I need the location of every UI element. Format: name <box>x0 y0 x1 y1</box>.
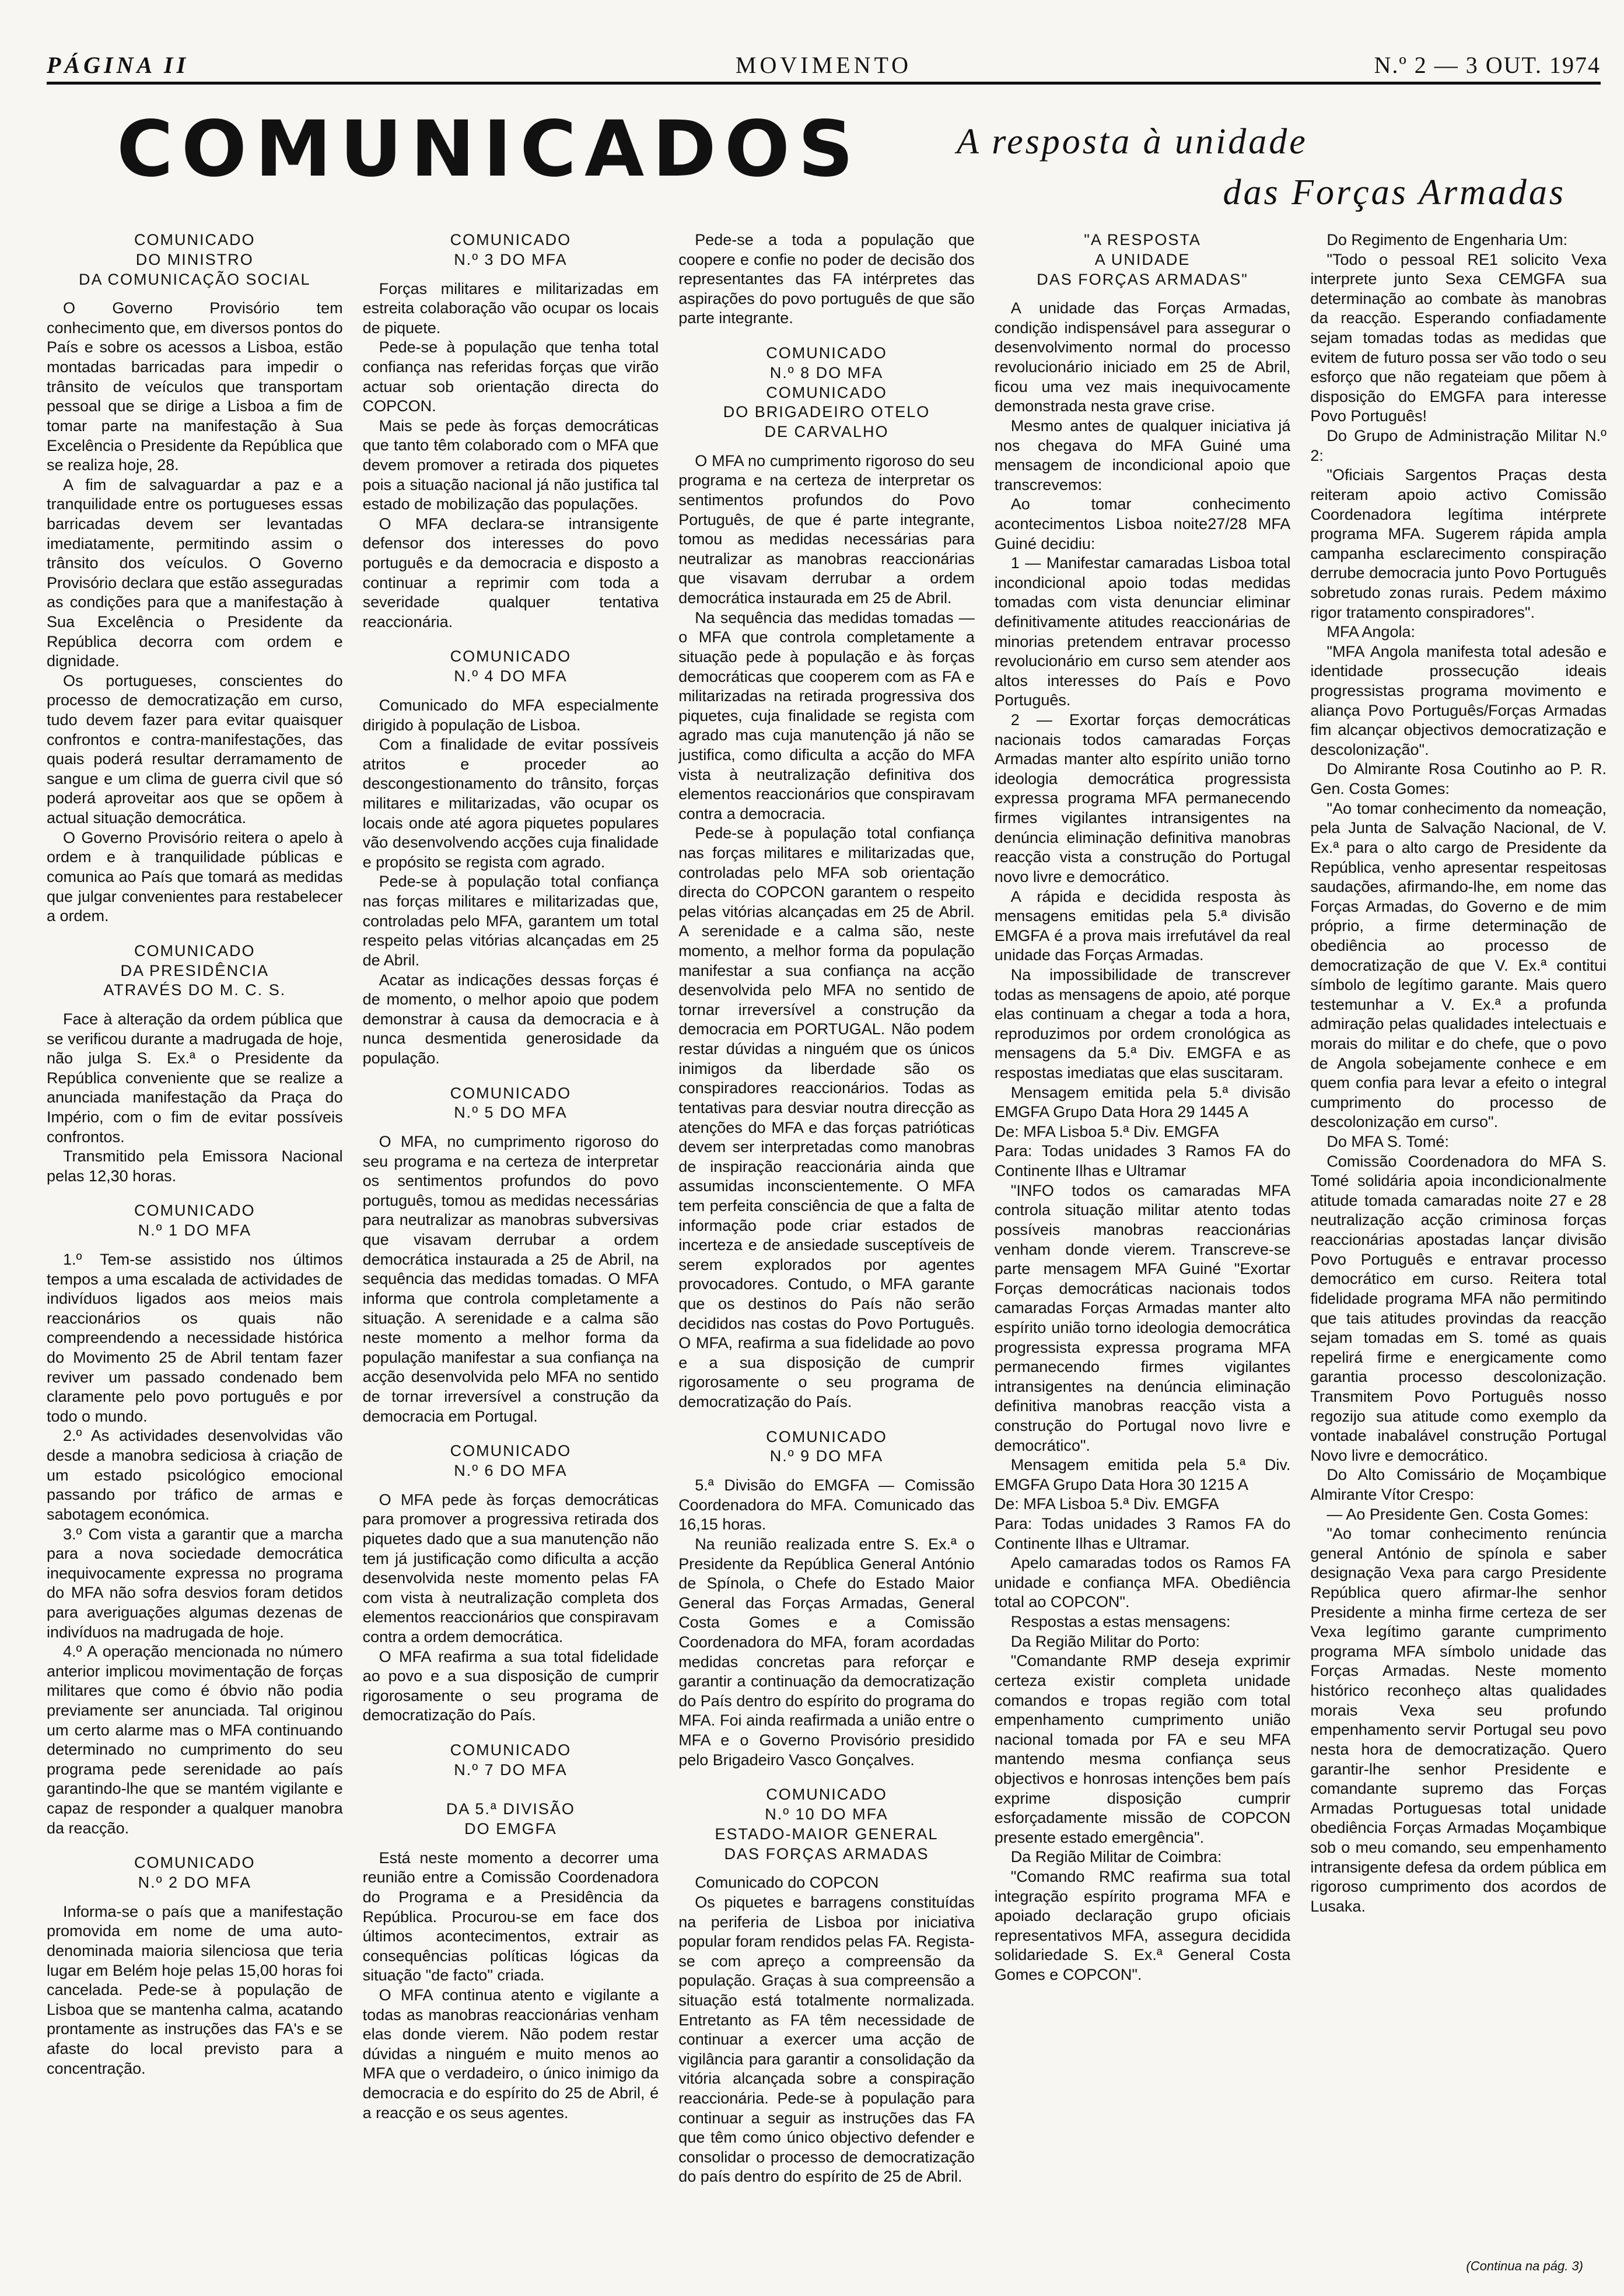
article-paragraph: "Ao tomar conhecimento renúncia general António de spínola e saber designação Vexa para cargo Presidente República quero afirmar-lhe senhor Presidente a minha firme certeza de ser Vexa legítimo garante cumprimento programa MFA símbolo unidade das Forças Armadas. Neste momento histórico reconheço altas qualidades morais Vexa seu profundo empenhamento servir Portugal seu povo nesta hora de democratização. Quero garantir-lhe senhor Presidente e comandante supremo das Forças Armadas Portuguesas total unidade obediência Forças Armadas Moçambique sob o meu comando, seu empenhamento intransigente defesa da ordem pública em rigoroso cumprimento dos acordos de Lusaka. <box>1310 1525 1606 1915</box>
article <box>1310 230 1606 1916</box>
article-paragraph: O MFA continua atento e vigilante a todas as manobras reaccionárias venham elas donde vierem. Não podem restar dúvidas a ninguém e muito menos ao MFA que o verdadeiro, o único inimigo da democracia e do espírito do 25 de Abril, é a reacção e os seus agentes. <box>362 1986 659 2122</box>
article-heading: COMUNICADO N.º 10 DO MFA ESTADO-MAIOR GENERAL DAS FORÇAS ARMADAS <box>715 1786 939 1863</box>
article-paragraph: "INFO todos os camaradas MFA controla situação militar atento todas possíveis manobras reaccionárias venham donde vierem. Transcreve-se parte mensagem MFA Guiné "Exortar Forças democráticas nacionais todos camaradas Forças Armadas manter alto espírito união torno ideologia democrática progressista expressa programa MFA permanecendo firmes vigilantes intransigentes na denúncia eliminação definitiva manobras reacção vista a construção do Portugal novo livre e democrático". <box>994 1181 1291 1454</box>
article <box>47 1853 343 2078</box>
article-paragraph: Da Região Militar do Porto: <box>1010 1632 1200 1650</box>
article-paragraph: O MFA pede às forças democráticas para promover a progressiva retirada dos piquetes dado que a sua manutenção não tem já justificação como dificulta a acção desenvolvida neste momento pelas FA com vista à neutralização completa dos elementos reaccionários que conspiravam contra a ordem democrática. <box>362 1490 659 1646</box>
article-heading: COMUNICADO N.º 1 DO MFA <box>134 1202 256 1240</box>
article <box>47 230 343 926</box>
article-paragraph: Ao tomar conhecimento acontecimentos Lisboa noite27/28 MFA Guiné decidiu: <box>994 495 1291 552</box>
article-paragraph: O Governo Provisório reitera o apelo à ordem e à tranquilidade públicas e comunica ao País que tomará as medidas que julgar convenientes para restabelecer a ordem. <box>47 828 343 925</box>
article <box>363 1741 659 2123</box>
article-paragraph: Pede-se à população que tenha total confiança nas referidas forças que virão actuar sob orientação directa do COPCON. <box>362 338 659 415</box>
header-rule <box>47 82 1601 85</box>
article-paragraph: Com a finalidade de evitar possíveis atritos e proceder ao descongestionamento do trânsito, forças militares e militarizadas, vão ocupar os locais onde até agora piquetes populares vão desenvolvendo acções cuja finalidade e propósito se regista com agrado. <box>362 736 659 871</box>
article-paragraph: 1.º Tem-se assistido nos últimos tempos a uma escalada de actividades de indivíduos ligados aos meios mais reaccionários os quais não compreendendo a necessidade histórica do Movimento 25 de Abril tentam fazer reviver um passado condenado bem claramente pelo povo português e por todo o mundo. <box>47 1250 343 1425</box>
article <box>363 230 659 632</box>
article-paragraph: Do Regimento de Engenharia Um: <box>1326 231 1568 249</box>
article <box>678 1785 975 2187</box>
article <box>47 942 343 1186</box>
article-heading: COMUNICADO N.º 9 DO MFA <box>766 1427 887 1465</box>
article <box>47 1201 343 1838</box>
article-paragraph: — Ao Presidente Gen. Costa Gomes: <box>1326 1505 1589 1523</box>
article-paragraph: Do Alto Comissário de Moçambique Almirante Vítor Crespo: <box>1310 1466 1606 1503</box>
article-paragraph: A unidade das Forças Armadas, condição indispensável para assegurar o desenvolvimento normal do processo revolucionário iniciado em 25 de Abril, ficou uma vez mais inequivocamente demonstrada nesta grave crise. <box>994 299 1291 415</box>
article-paragraph: "Todo o pessoal RE1 solicito Vexa interprete junto Sexa CEMGFA sua determinação ao combate às manobras da reacção. Esperando confiadamente sejam tomadas todas as medidas que evitem de futuro possa ser vão todo o seu esforço que não regateiam que põem à disposição do EMGFA para interesse Povo Português! <box>1310 250 1606 425</box>
article-paragraph: Os portugueses, conscientes do processo de democratização em curso, tudo devem fazer para evitar quaisquer confrontos e contra-manifestações, das quais poderá resultar derramamento de sangue e um clima de guerra civil que só poderá aproveitar aos que se opõem à actual situação democrática. <box>47 671 343 827</box>
article-paragraph: "MFA Angola manifesta total adesão e identidade prossecução ideais progressistas programa movimento e aliança Povo Português/Forças Armadas fim alcançar objectivos democratização e descolonização". <box>1310 642 1606 758</box>
article-paragraph: 2.º As actividades desenvolvidas vão desde a manobra sediciosa à criação de um estado psicológico emocional passando por tráfico de armas e sabotagem económica. <box>47 1427 343 1523</box>
article-paragraph: "Oficiais Sargentos Praças desta reiteram apoio activo Comissão Coordenadora legítima intérprete programa MFA. Sugerem rápida ampla campanha esclarecimento conspiração derrube democracia junto Povo Português sobretudo zonas rurais. Pedem máximo rigor tratamento conspiradores". <box>1310 466 1606 621</box>
article-heading: COMUNICADO DO MINISTRO DA COMUNICAÇÃO SOCIAL <box>79 231 311 288</box>
article-paragraph: Comissão Coordenadora do MFA S. Tomé solidária apoia incondicionalmente atitude tomada camaradas noite 27 e 28 neutralização acção criminosa forças reaccionárias apostadas lançar divisão Povo Português e entravar processo democrático em curso. Reitera total fidelidade programa MFA não permitindo que tais atitudes provindas da reacção sejam tomadas em S. tomé as quais repelirá firme e energicamente como garantia processo descolonização. Transmitem Povo Português nosso regozijo sua atitude como exemplo da vontade inabalável construção Portugal Novo livre e democrático. <box>1310 1152 1606 1464</box>
article-heading: COMUNICADO N.º 7 DO MFA DA 5.ª DIVISÃO DO EMGFA <box>446 1741 575 1838</box>
article-paragraph: 5.ª Divisão do EMGFA — Comissão Coordenadora do MFA. Comunicado das 16,15 horas. <box>678 1476 975 1534</box>
article-paragraph: Forças militares e militarizadas em estreita colaboração vão ocupar os locais de piquete. <box>362 279 659 337</box>
article <box>678 1427 975 1770</box>
article-paragraph: "Comandante RMP deseja exprimir certeza existir completa unidade comandos e tropas região com total empenhamento cumprimento união nacional tomada por FA e seu MFA mantendo mesma confiança seus objectivos e honrosas intenções bem país exprime disposição cumprir esforçadamente missão de COPCON presente estado emergência". <box>994 1652 1291 1846</box>
article <box>363 1441 659 1726</box>
article-paragraph: Está neste momento a decorrer uma reunião entre a Comissão Coordenadora do Programa e a Presidência da República. Procurou-se em face dos últimos acontecimentos, extrair as consequências políticas lógicas da situação "de facto" criada. <box>362 1849 659 1985</box>
article <box>678 230 975 328</box>
article-paragraph: 2 — Exortar forças democráticas nacionais todos camaradas Forças Armadas manter alto espírito união torno ideologia democrática progressista expressa programa MFA permanecendo firmes vigilantes intransigentes na denúncia eliminação definitiva manobras reacção vista a construção do Portugal novo livre e democrático. <box>994 711 1291 886</box>
article-paragraph: O MFA, no cumprimento rigoroso do seu programa e na certeza de interpretar os sentimentos profundos do povo português, tomou as medidas necessárias para neutralizar as manobras subversivas que visavam derrubar a ordem democrática instaurada a 25 de Abril, na sequência das medidas tomadas. O MFA informa que controla completamente a situação. A serenidade e a calma são neste momento a melhor forma da população manifestar a sua confiança na acção desenvolvida pelo MFA no sentido de tornar irreversível a construção da democracia em Portugal. <box>362 1133 659 1425</box>
article-paragraph: A rápida e decidida resposta às mensagens emitidas pela 5.ª divisão EMGFA é a prova mais irrefutável da real unidade das Forças Armadas. <box>994 887 1291 964</box>
column-5 <box>1310 230 1606 2249</box>
article-heading: COMUNICADO N.º 2 DO MFA <box>134 1854 256 1892</box>
article-paragraph: Mais se pede às forças democráticas que tanto têm colaborado com o MFA que devem promover a retirada dos piquetes pois a situação nacional já não justifica tal estado de mobilização das populações. <box>362 416 659 513</box>
section-title: COMUNICADOS <box>117 104 862 194</box>
article-paragraph: Na reunião realizada entre S. Ex.ª o Presidente da República General António de Spínola, o Chefe do Estado Maior General das Forças Armadas, General Costa Gomes e a Comissão Coordenadora do MFA, foram acordadas medidas concretas para reforçar e garantir a continuação da democratização do País dentro do espírito do programa do MFA. Foi ainda reafirmada a união entre o MFA e o Governo Provisório presidido pelo Brigadeiro Vasco Gonçalves. <box>678 1535 975 1769</box>
article-columns <box>47 230 1606 2249</box>
column-2 <box>363 230 659 2249</box>
article-heading: COMUNICADO N.º 5 DO MFA <box>450 1084 572 1122</box>
issue-date: N.º 2 — 3 OUT. 1974 <box>1374 52 1601 78</box>
article-paragraph: Mesmo antes de qualquer iniciativa já nos chegava do MFA Guiné uma mensagem de incondicional apoio que transcrevemos: <box>994 416 1291 494</box>
article-paragraph: Comunicado do COPCON <box>695 1874 879 1892</box>
article-paragraph: Na sequência das medidas tomadas — o MFA que controla completamente a situação pede à população e às forças democráticas que cooperem com as FA e militarizadas na retirada progressiva dos piquetes, cuja finalidade se regista com agrado mas cuja manutenção já não se justifica, como dificulta a acção do MFA vista à neutralização definitiva dos elementos reaccionários que conspiravam contra a democracia. <box>678 608 975 822</box>
article-paragraph: "Ao tomar conhecimento da nomeação, pela Junta de Salvação Nacional, de V. Ex.ª para o alto cargo de Presidente da República, venho apresentar respeitosas saudações, afirmando-lhe, em nome das Forças Armadas, do Governo e de mim próprio, a firme determinação de obediência ao processo de democratização de que V. Ex.ª contitui símbolo de legítimo garante. Mais quero testemunhar a V. Ex.ª a profunda admiração pelas qualidades intelectuais e morais do militar e do chefe, que o povo de Angola sobejamente conhece e em quem confia para levar a efeito o integral cumprimento do processo de descolonização em curso". <box>1310 799 1606 1131</box>
section-subtitle <box>957 117 1566 218</box>
page-header <box>47 51 1601 82</box>
column-3 <box>678 230 975 2249</box>
article-heading: COMUNICADO N.º 8 DO MFA COMUNICADO DO BRIGADEIRO OTELO DE CARVALHO <box>723 344 930 441</box>
article-paragraph: Acatar as indicações dessas forças é de momento, o melhor apoio que podem demonstrar à causa da democracia e à nunca desmentida generosidade da população. <box>362 971 659 1067</box>
subtitle-line-2: das Forças Armadas <box>1223 172 1566 212</box>
article-paragraph: Respostas a estas mensagens: <box>1010 1613 1231 1631</box>
article-paragraph: O MFA declara-se intransigente defensor dos interesses do povo português e da democracia e disposto a continuar a reprimir com toda a severidade qualquer tentativa reaccionária. <box>362 514 659 631</box>
article-paragraph: Pede-se a toda a população que coopere e confie no poder de decisão dos representantes das FA intérpretes das aspirações do povo português de que são parte integrante. <box>678 231 975 327</box>
article-paragraph: Apelo camaradas todos os Ramos FA unidade e confiança MFA. Obediência total ao COPCON". <box>994 1554 1291 1611</box>
article-paragraph: 4.º A operação mencionada no número anterior implicou movimentação de forças militares que como é óbvio não podia previamente ser anunciada. Tal originou um certo alarme mas o MFA continuando determinado no cumprimento do seu programa pede serenidade ao país garantindo-lhe que se mantém vigilante e capaz de responder a qualquer manobra da reacção. <box>47 1643 343 1837</box>
article-paragraph: 3.º Com vista a garantir que a marcha para a nova sociedade democrática inequivocamente expressa no programa do MFA não sofra desvios foram detidos para averiguações algumas dezenas de indivíduos na madrugada de hoje. <box>47 1525 343 1641</box>
article-paragraph: Do MFA S. Tomé: <box>1326 1133 1449 1151</box>
column-1 <box>47 230 343 2249</box>
subtitle-line-1: A resposta à unidade <box>957 122 1308 162</box>
newspaper-name: MOVIMENTO <box>735 52 912 78</box>
article-paragraph: 1 — Manifestar camaradas Lisboa total incondicional apoio todas medidas tomadas com vista denunciar eliminar definitivamente atitudes reaccionárias de minorias pretendem entravar processo revolucionário em curso sem atender aos altos interesses do País e Povo Português. <box>994 554 1291 709</box>
article-paragraph: Informa-se o país que a manifestação promovida em nome de uma auto-denominada maioria silenciosa que teria lugar em Belém hoje pelas 15,00 horas foi cancelada. Pede-se à população de Lisboa que se mantenha calma, acatando prontamente as instruções das FA's e se afaste do local previsto para a concentração. <box>47 1902 343 2077</box>
article-paragraph: Pede-se à população total confiança nas forças militares e militarizadas que, controladas pelo MFA, garantem um total respeito pelas vitórias alcançadas em 25 de Abril. <box>362 873 659 969</box>
article-paragraph: A fim de salvaguardar a paz e a tranquilidade entre os portugueses essas barricadas devem ser levantadas imediatamente, permitindo assim o trânsito dos veículos. O Governo Provisório declara que estão asseguradas as condições para que a manifestação à Sua Excelência o Presidente da República decorra com ordem e dignidade. <box>47 475 343 670</box>
article-paragraph: Do Almirante Rosa Coutinho ao P. R. Gen. Costa Gomes: <box>1310 760 1606 798</box>
article-heading: "A RESPOSTA A UNIDADE DAS FORÇAS ARMADAS" <box>1037 231 1248 288</box>
article-paragraph: O MFA no cumprimento rigoroso do seu programa e na certeza de interpretar os sentimentos profundos do Povo Português, de que é parte integrante, tomou as medidas necessárias para neutralizar as manobras reaccionárias que visavam derrubar a ordem democrática instaurada em 25 de Abril. <box>678 452 975 607</box>
continuation-note: (Continua na pág. 3) <box>1466 2259 1583 2273</box>
article-paragraph: O Governo Provisório tem conhecimento que, em diversos pontos do País e sobre os acessos a Lisboa, estão montadas barricadas para impedir o trânsito de veículos que transportam pessoal que se dirige a Lisboa a fim de tomar parte na manifestação à Sua Excelência o Presidente da República que se realiza hoje, 28. <box>47 299 343 474</box>
article-paragraph: Os piquetes e barragens constituídas na periferia de Lisboa por iniciativa popular foram rendidos pelas FA. Regista-se com apreço a compreensão da população. Graças à sua compreensão a situação está totalmente normalizada. Entretanto as FA têm necessidade de continuar a exercer uma acção de vigilância para garantir a consolidação da vitória alcançada sobre a conspiração reaccionária. Pede-se à população para continuar a seguir as instruções das FA que têm como único objectivo defender e consolidar o processo de democratização do país dentro do espírito de 25 de Abril. <box>678 1893 975 2186</box>
article <box>363 1084 659 1427</box>
article-paragraph: O MFA reafirma a sua total fidelidade ao povo e a sua disposição de cumprir rigorosamente o seu programa de democratização do País. <box>362 1647 659 1724</box>
article-paragraph: Na impossibilidade de transcrever todas as mensagens de apoio, até porque elas continuam a chegar a toda a hora, reproduzimos por ordem cronológica as mensagens da 5.ª Div. EMGFA e as respostas imediatas que elas suscitaram. <box>994 965 1291 1082</box>
article-paragraph: Transmitido pela Emissora Nacional pelas 12,30 horas. <box>47 1147 343 1185</box>
article-paragraph: MFA Angola: <box>1326 623 1415 641</box>
article-paragraph: Da Região Militar de Coimbra: <box>1010 1848 1222 1866</box>
article-paragraph: Mensagem emitida pela 5.ª Div. EMGFA Grupo Data Hora 30 1215 A De: MFA Lisboa 5.ª Div. EMGFA Para: Todas unidades 3 Ramos FA do Continente Ilhas e Ultramar. <box>994 1456 1291 1552</box>
article-paragraph: Do Grupo de Administração Militar N.º 2: <box>1310 427 1606 464</box>
column-4 <box>995 230 1291 2249</box>
article <box>995 230 1291 1985</box>
article-paragraph: Pede-se à população total confiança nas forças militares e militarizadas que, controladas pelo MFA sob orientação directa do COPCON garantem o respeito pelas vitórias alcançadas em 25 de Abril. A serenidade e a calma são, neste momento, a melhor forma da população manifestar a sua confiança na acção desenvolvida pelo MFA no sentido de tornar irreversível a construção da democracia em PORTUGAL. Não podem restar dúvidas a ninguém que os únicos inimigos da liberdade são os conspiradores reaccionários. Todas as tentativas para desviar noutra direcção as atenções do MFA e das forças patrióticas devem ser interpretadas como manobras de inspiração reaccionária ainda que assumidas inconscientemente. O MFA tem perfeita consciência de que a falta de informação pode criar estados de incerteza e de ansiedade susceptíveis de serem explorados por agentes provocadores. Contudo, o MFA garante que os destinos do País não serão decididos nas costas do Povo Português. O MFA, reafirma a sua fidelidade ao povo e a sua disposição de cumprir rigorosamente o seu programa de democratização do País. <box>678 824 975 1411</box>
article-paragraph: Comunicado do MFA especialmente dirigido à população de Lisboa. <box>362 696 659 734</box>
article-paragraph: "Comando RMC reafirma sua total integração espírito programa MFA e apoiado declaração grupo oficiais representativos MFA, assegura decidida solidariedade S. Ex.ª General Costa Gomes e COPCON". <box>994 1868 1291 1984</box>
page-number: PÁGINA II <box>47 52 190 78</box>
article-heading: COMUNICADO N.º 4 DO MFA <box>450 648 572 685</box>
article <box>363 647 659 1068</box>
article-heading: COMUNICADO N.º 6 DO MFA <box>450 1442 572 1479</box>
article-paragraph: Mensagem emitida pela 5.ª divisão EMGFA Grupo Data Hora 29 1445 A De: MFA Lisboa 5.ª Div. EMGFA Para: Todas unidades 3 Ramos FA do Continente Ilhas e Ultramar <box>994 1083 1291 1180</box>
article-heading: COMUNICADO DA PRESIDÊNCIA ATRAVÉS DO M. C. S. <box>103 942 286 999</box>
article-heading: COMUNICADO N.º 3 DO MFA <box>450 231 572 268</box>
article <box>678 344 975 1412</box>
article-paragraph: Face à alteração da ordem pública que se verificou durante a madrugada de hoje, não julga S. Ex.ª o Presidente da República conveniente que se realize a anunciada manifestação da Praça do Império, com o fim de evitar possíveis confrontos. <box>47 1010 343 1146</box>
